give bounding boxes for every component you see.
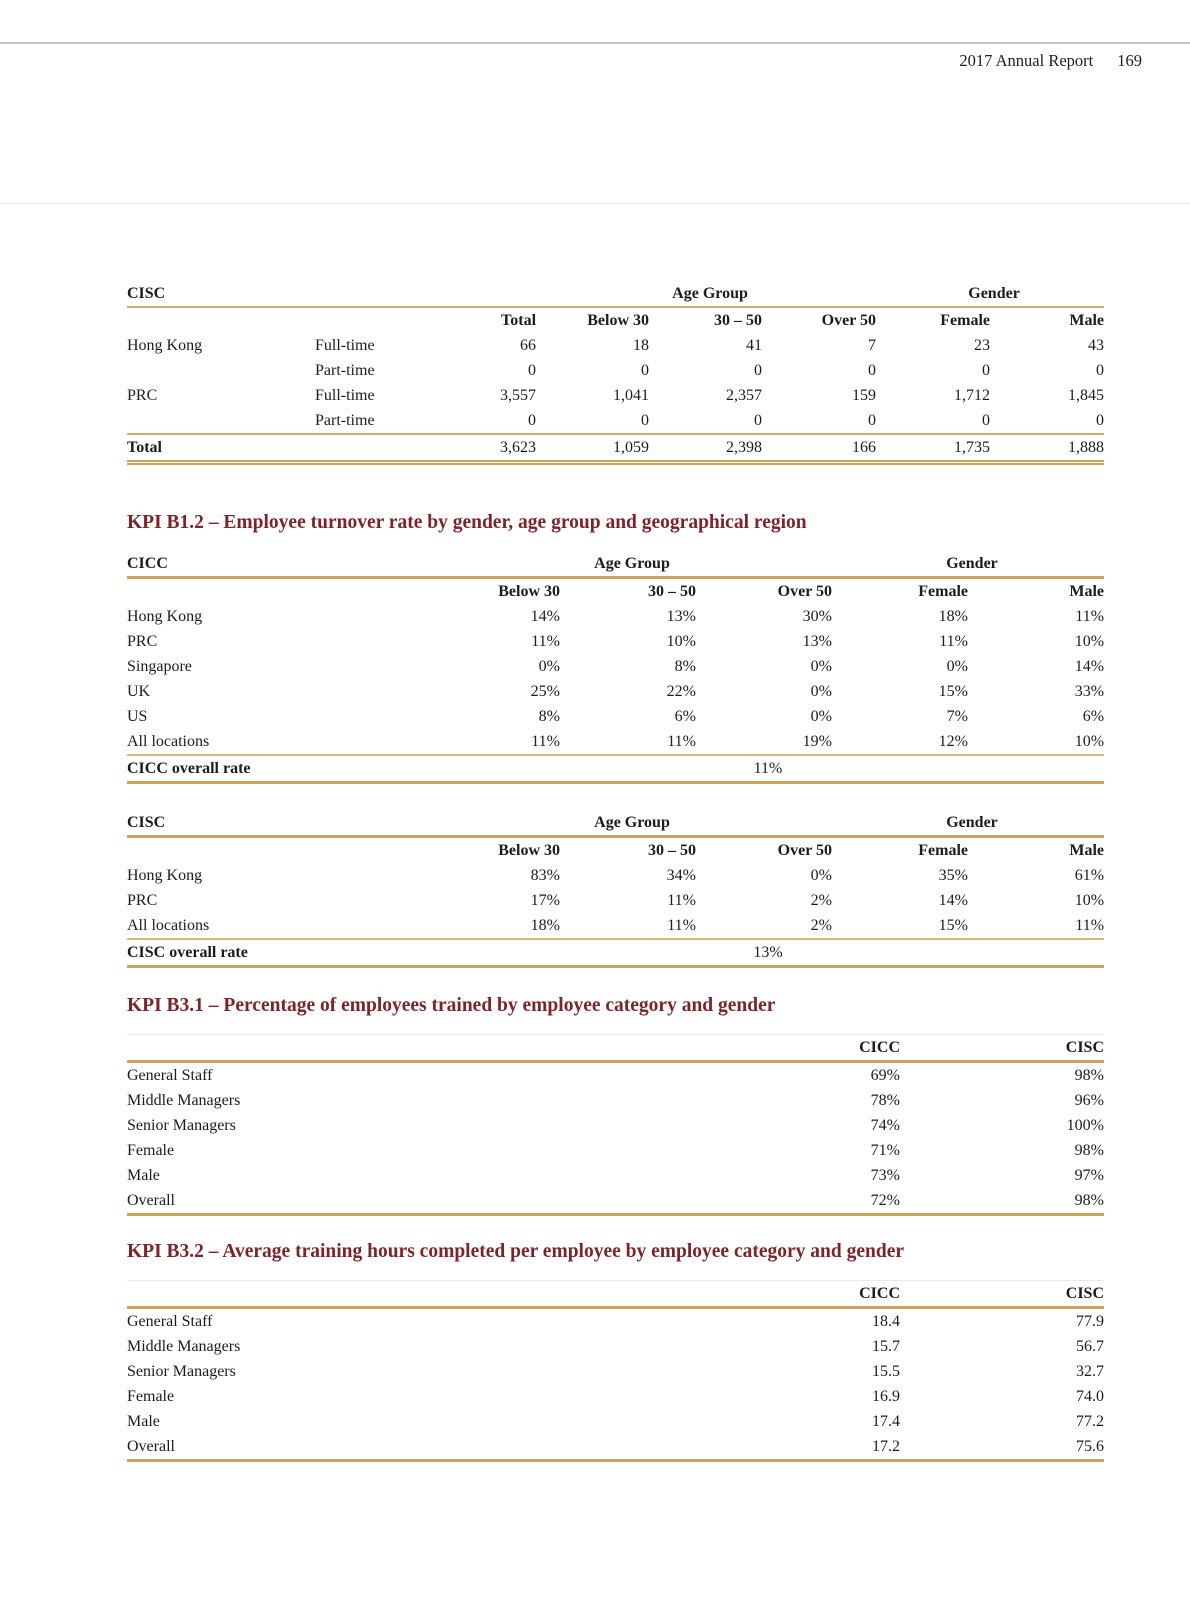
cell: 25% bbox=[530, 682, 560, 700]
kpi-b12-heading: KPI B1.2 – Employee turnover rate by gender, age group and geographical region bbox=[127, 512, 807, 533]
category-label: Overall bbox=[127, 1188, 687, 1215]
cell: 74.0 bbox=[1076, 1387, 1104, 1405]
table-total-row bbox=[127, 434, 1104, 463]
employment-type-label: Part-time bbox=[315, 361, 375, 379]
cell: 17.4 bbox=[872, 1412, 900, 1430]
cell: 1,888 bbox=[990, 434, 1104, 463]
cell: 14% bbox=[938, 891, 968, 909]
cell: 11% bbox=[1075, 607, 1105, 625]
cell: 1,712 bbox=[954, 386, 991, 404]
column-header: Male bbox=[1069, 582, 1105, 600]
cell: 0% bbox=[810, 866, 832, 884]
kpi-b31-heading: KPI B3.1 – Percentage of employees trained by employee category and gender bbox=[127, 995, 776, 1016]
page-top-rule bbox=[0, 42, 1190, 44]
cell: 159 bbox=[852, 386, 877, 404]
table-row bbox=[127, 1163, 1104, 1188]
column-header: Female bbox=[918, 841, 968, 859]
table-row bbox=[127, 863, 1104, 888]
column-header: 30 – 50 bbox=[648, 582, 696, 600]
table-row bbox=[127, 1434, 1104, 1461]
cell: 75.6 bbox=[900, 1434, 1104, 1461]
table-org-label: CICC bbox=[127, 551, 424, 578]
column-header: CICC bbox=[687, 1281, 900, 1308]
cell: 74% bbox=[870, 1116, 900, 1134]
cell: 41 bbox=[746, 336, 763, 354]
category-label: Female bbox=[127, 1141, 175, 1159]
category-label: Male bbox=[127, 1412, 160, 1430]
category-label: Overall bbox=[127, 1434, 687, 1461]
spacer-cell bbox=[127, 578, 424, 605]
cell: 11% bbox=[667, 916, 696, 934]
cell: 18 bbox=[633, 336, 650, 354]
table-row bbox=[127, 1334, 1104, 1359]
page-content bbox=[127, 281, 1104, 1462]
cell: 0 bbox=[528, 411, 537, 429]
region-label: PRC bbox=[127, 386, 158, 404]
region-label: All locations bbox=[127, 732, 210, 750]
cell: 2,357 bbox=[726, 386, 763, 404]
cell: 0% bbox=[538, 657, 560, 675]
cell: 0 bbox=[641, 411, 650, 429]
age-group-header: Age Group bbox=[424, 810, 832, 837]
table-row bbox=[127, 704, 1104, 729]
table-row bbox=[127, 1188, 1104, 1215]
table-org-label: CISC bbox=[127, 810, 424, 837]
table-row bbox=[127, 1359, 1104, 1384]
cell: 1,041 bbox=[613, 386, 650, 404]
cell: 0% bbox=[810, 707, 832, 725]
region-label: Hong Kong bbox=[127, 607, 203, 625]
cell: 14% bbox=[1074, 657, 1105, 675]
overall-rate-row bbox=[127, 755, 1104, 783]
cell: 166 bbox=[762, 434, 876, 463]
region-label: US bbox=[127, 707, 148, 725]
cell: 16.9 bbox=[872, 1387, 900, 1405]
table-group-header-row bbox=[127, 810, 1104, 837]
spacer-cell bbox=[423, 281, 536, 307]
cell: 73% bbox=[870, 1166, 900, 1184]
cell: 0 bbox=[754, 411, 763, 429]
region-label: UK bbox=[127, 682, 151, 700]
cell: 11% bbox=[939, 632, 968, 650]
overall-rate-label: CISC overall rate bbox=[127, 939, 424, 967]
cell: 22% bbox=[666, 682, 696, 700]
table-row bbox=[127, 383, 1104, 408]
employment-type-label: Full-time bbox=[315, 336, 375, 354]
cell: 15% bbox=[938, 682, 968, 700]
gender-header: Gender bbox=[832, 551, 1104, 578]
cell: 2,398 bbox=[649, 434, 762, 463]
category-label: Senior Managers bbox=[127, 1362, 236, 1380]
cell: 2% bbox=[810, 891, 832, 909]
cell: 72% bbox=[687, 1188, 900, 1215]
page-header bbox=[959, 51, 1142, 71]
cell: 0 bbox=[1096, 361, 1105, 379]
cell: 61% bbox=[1074, 866, 1105, 884]
cell: 98% bbox=[900, 1188, 1104, 1215]
cell: 77.9 bbox=[1076, 1312, 1104, 1330]
cell: 10% bbox=[1074, 732, 1105, 750]
cell: 10% bbox=[1074, 632, 1105, 650]
cell: 23 bbox=[974, 336, 991, 354]
category-label: General Staff bbox=[127, 1066, 213, 1084]
cell: 30% bbox=[802, 607, 832, 625]
cell: 6% bbox=[674, 707, 696, 725]
cell: 7% bbox=[946, 707, 968, 725]
cell: 78% bbox=[870, 1091, 900, 1109]
spacer-cell bbox=[127, 1281, 687, 1308]
age-group-header: Age Group bbox=[424, 551, 832, 578]
cell: 83% bbox=[530, 866, 560, 884]
table-column-header-row bbox=[127, 1281, 1104, 1308]
cell: 97% bbox=[1074, 1166, 1104, 1184]
cell: 96% bbox=[1074, 1091, 1104, 1109]
cell: 8% bbox=[674, 657, 696, 675]
cell: 17% bbox=[530, 891, 560, 909]
cell: 19% bbox=[802, 732, 832, 750]
cell: 15% bbox=[938, 916, 968, 934]
cell: 0 bbox=[528, 361, 537, 379]
cell: 0% bbox=[810, 657, 832, 675]
cell: 35% bbox=[938, 866, 968, 884]
column-header: Below 30 bbox=[587, 311, 650, 329]
column-header: 30 – 50 bbox=[648, 841, 696, 859]
cell: 11% bbox=[667, 891, 696, 909]
table-row bbox=[127, 729, 1104, 755]
column-header: Female bbox=[918, 582, 968, 600]
cicc-turnover-table bbox=[127, 551, 1104, 784]
table-row bbox=[127, 604, 1104, 629]
trained-percentage-table bbox=[127, 1034, 1104, 1216]
cell: 0 bbox=[982, 411, 991, 429]
spacer-cell bbox=[127, 1035, 687, 1062]
cell: 14% bbox=[530, 607, 560, 625]
column-header: Below 30 bbox=[498, 582, 560, 600]
cell: 0 bbox=[1096, 411, 1105, 429]
cisc-headcount-table bbox=[127, 281, 1104, 465]
region-label: Hong Kong bbox=[127, 336, 203, 354]
cell: 6% bbox=[1082, 707, 1105, 725]
employment-type-label: Part-time bbox=[315, 411, 375, 429]
cell: 18% bbox=[530, 916, 560, 934]
cell: 0 bbox=[868, 361, 877, 379]
cell: 3,557 bbox=[500, 386, 537, 404]
region-label bbox=[127, 358, 315, 383]
cell: 34% bbox=[666, 866, 696, 884]
region-label: Singapore bbox=[127, 657, 192, 675]
cell: 8% bbox=[538, 707, 560, 725]
page-second-rule bbox=[0, 203, 1190, 204]
gender-header: Gender bbox=[832, 810, 1104, 837]
cell: 0 bbox=[868, 411, 877, 429]
table-row bbox=[127, 408, 1104, 434]
table-row bbox=[127, 1113, 1104, 1138]
cell: 33% bbox=[1074, 682, 1105, 700]
cell: 10% bbox=[666, 632, 696, 650]
column-header: CISC bbox=[900, 1035, 1104, 1062]
cell: 11% bbox=[667, 732, 696, 750]
region-label: All locations bbox=[127, 916, 210, 934]
cell: 2% bbox=[810, 916, 832, 934]
table-row bbox=[127, 1409, 1104, 1434]
cell: 100% bbox=[1066, 1116, 1104, 1134]
column-header: Male bbox=[1069, 841, 1105, 859]
cell: 11% bbox=[531, 632, 560, 650]
table-row bbox=[127, 1384, 1104, 1409]
cell: 10% bbox=[1074, 891, 1105, 909]
region-label: PRC bbox=[127, 632, 158, 650]
cell: 98% bbox=[1074, 1141, 1104, 1159]
total-label: Total bbox=[127, 434, 423, 463]
column-header: Over 50 bbox=[821, 311, 877, 329]
table-column-header-row bbox=[127, 1035, 1104, 1062]
category-label: Male bbox=[127, 1166, 160, 1184]
category-label: General Staff bbox=[127, 1312, 213, 1330]
cell: 12% bbox=[938, 732, 968, 750]
cell: 98% bbox=[1074, 1066, 1104, 1084]
cell: 69% bbox=[870, 1066, 900, 1084]
region-label: Hong Kong bbox=[127, 866, 203, 884]
cell: 11% bbox=[1075, 916, 1105, 934]
cell: 66 bbox=[520, 336, 537, 354]
category-label: Middle Managers bbox=[127, 1337, 241, 1355]
column-header: Male bbox=[1069, 311, 1105, 329]
cisc-turnover-table bbox=[127, 810, 1104, 968]
cell: 43 bbox=[1088, 336, 1105, 354]
column-header: Over 50 bbox=[777, 582, 832, 600]
cell: 11% bbox=[531, 732, 560, 750]
cell: 1,735 bbox=[876, 434, 990, 463]
cell: 0 bbox=[754, 361, 763, 379]
spacer-cell bbox=[127, 837, 424, 864]
category-label: Female bbox=[127, 1387, 175, 1405]
cell: 56.7 bbox=[1076, 1337, 1104, 1355]
age-group-header: Age Group bbox=[536, 281, 876, 307]
spacer-cell bbox=[127, 307, 423, 333]
cell: 1,059 bbox=[536, 434, 649, 463]
table-row bbox=[127, 654, 1104, 679]
overall-rate-label: CICC overall rate bbox=[127, 755, 424, 783]
table-row bbox=[127, 333, 1104, 358]
table-org-label: CISC bbox=[127, 281, 423, 307]
column-header: CICC bbox=[687, 1035, 900, 1062]
region-label: PRC bbox=[127, 891, 158, 909]
region-label bbox=[127, 408, 315, 434]
category-label: Senior Managers bbox=[127, 1116, 236, 1134]
cell: 0 bbox=[982, 361, 991, 379]
category-label: Middle Managers bbox=[127, 1091, 241, 1109]
report-title: 2017 Annual Report bbox=[959, 51, 1094, 70]
table-row bbox=[127, 1062, 1104, 1089]
cell: 3,623 bbox=[423, 434, 536, 463]
table-row bbox=[127, 888, 1104, 913]
gender-header: Gender bbox=[876, 281, 1104, 307]
table-group-header-row bbox=[127, 281, 1104, 307]
cell: 13% bbox=[802, 632, 832, 650]
table-group-header-row bbox=[127, 551, 1104, 578]
column-header: Below 30 bbox=[498, 841, 560, 859]
cell: 17.2 bbox=[687, 1434, 900, 1461]
cell: 15.7 bbox=[872, 1337, 900, 1355]
table-row bbox=[127, 358, 1104, 383]
cell: 32.7 bbox=[1076, 1362, 1104, 1380]
cell: 1,845 bbox=[1068, 386, 1105, 404]
cell: 15.5 bbox=[872, 1362, 900, 1380]
cell: 18.4 bbox=[872, 1312, 900, 1330]
table-column-header-row bbox=[127, 837, 1104, 864]
column-header: Over 50 bbox=[777, 841, 832, 859]
table-row bbox=[127, 679, 1104, 704]
table-column-header-row bbox=[127, 578, 1104, 605]
cell: 0% bbox=[946, 657, 968, 675]
table-row bbox=[127, 629, 1104, 654]
cell: 18% bbox=[938, 607, 968, 625]
table-column-header-row bbox=[127, 307, 1104, 333]
table-row bbox=[127, 1088, 1104, 1113]
cell: 71% bbox=[870, 1141, 900, 1159]
column-header: Female bbox=[940, 311, 991, 329]
cell: 0% bbox=[810, 682, 832, 700]
cell: 0 bbox=[641, 361, 650, 379]
column-header: Total bbox=[501, 311, 537, 329]
overall-rate-value: 13% bbox=[424, 939, 1104, 967]
page-number: 169 bbox=[1117, 51, 1142, 70]
kpi-b32-heading: KPI B3.2 – Average training hours completed per employee by employee category and gender bbox=[127, 1241, 905, 1262]
overall-rate-row bbox=[127, 939, 1104, 967]
training-hours-table bbox=[127, 1280, 1104, 1462]
cell: 13% bbox=[666, 607, 696, 625]
table-row bbox=[127, 1308, 1104, 1335]
table-row bbox=[127, 1138, 1104, 1163]
employment-type-label: Full-time bbox=[315, 386, 375, 404]
table-row bbox=[127, 913, 1104, 939]
cell: 7 bbox=[868, 336, 877, 354]
column-header: CISC bbox=[900, 1281, 1104, 1308]
column-header: 30 – 50 bbox=[714, 311, 763, 329]
cell: 77.2 bbox=[1076, 1412, 1104, 1430]
overall-rate-value: 11% bbox=[424, 755, 1104, 783]
